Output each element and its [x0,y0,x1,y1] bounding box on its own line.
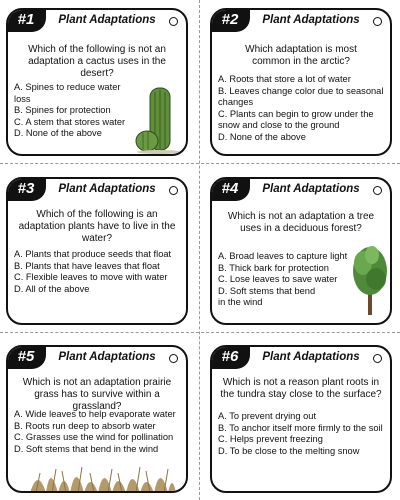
punch-hole [169,186,178,195]
grass-image [28,459,178,493]
answer-option: C. Flexible leaves to move with water [14,272,168,282]
answer-option: A. Roots that store a lot of water [218,74,351,84]
punch-hole [169,17,178,26]
answer-list [14,82,136,140]
card-title: Plant Adaptations [262,14,360,26]
answer-option: A. Spines to reduce water loss [14,82,121,104]
tree-image [350,241,390,317]
answer-option: D. None of the above [14,128,102,138]
answer-option: D. All of the above [14,283,90,294]
card-number: #4 [210,177,250,201]
answer-option: D. None of the above [218,131,306,142]
answer-option: B. Plants that have leaves that float [14,260,160,271]
card-title: Plant Adaptations [58,14,156,26]
task-card-2 [210,8,392,156]
answer-option: D. Soft stems that bend in the wind [14,443,159,454]
answer-option: A. To prevent drying out [218,411,317,421]
answer-option: C. Helps prevent freezing [218,434,323,444]
card-title: Plant Adaptations [58,351,156,363]
answer-option: C. A stem that stores water [14,116,126,127]
answer-list [218,411,386,457]
card-question: Which is not an adaptation a tree uses in a deciduous forest? [227,211,375,234]
answer-list [14,409,182,455]
answer-option: B. To anchor itself more firmly to the soil [218,422,383,433]
answer-list [218,251,350,309]
task-card-1 [6,8,188,156]
card-title: Plant Adaptations [58,183,156,195]
card-question: Which is not a reason plant roots in the tundra stay close to the surface? [220,377,382,400]
answer-option: D. To be close to the melting snow [218,445,360,456]
task-card-5 [6,345,188,493]
answer-option: C. Plants can begin to grow under the snow and close to the ground [218,108,374,130]
card-number: #1 [6,8,46,32]
answer-list [14,249,182,295]
card-question: Which is not an adaptation prairie grass has to survive within a grassland? [22,377,172,412]
task-card-3 [6,177,188,325]
card-title: Plant Adaptations [262,351,360,363]
answer-list [218,74,386,143]
answer-option: A. Broad leaves to capture light [218,251,348,261]
answer-option: A. Wide leaves to help evaporate water [14,409,176,419]
answer-option: B. Thick bark for protection [218,262,329,273]
card-title: Plant Adaptations [262,183,360,195]
card-number: #6 [210,345,250,369]
card-question: Which of the following is an adaptation plants have to live in the water? [18,209,176,244]
task-card-6 [210,345,392,493]
card-number: #3 [6,177,46,201]
cactus-image [134,86,184,154]
punch-hole [373,354,382,363]
cut-line-horizontal [0,332,400,333]
card-question: Which of the following is not an adaptation a cactus uses in the desert? [28,44,166,79]
cut-line-vertical [199,0,200,500]
answer-option: C. Lose leaves to save water [218,274,338,284]
answer-option: B. Roots run deep to absorb water [14,420,156,431]
cut-line-horizontal [0,163,400,164]
card-number: #5 [6,345,46,369]
answer-option: B. Spines for protection [14,105,111,115]
answer-option: D. Soft stems that bend in the wind [218,285,316,307]
answer-option: B. Leaves change color due to seasonal changes [218,85,384,107]
card-number: #2 [210,8,250,32]
task-card-4 [210,177,392,325]
punch-hole [373,17,382,26]
punch-hole [169,354,178,363]
punch-hole [373,186,382,195]
card-question: Which adaptation is most common in the arctic? [245,44,357,67]
answer-option: A. Plants that produce seeds that float [14,249,172,259]
answer-option: C. Grasses use the wind for pollination [14,432,174,442]
